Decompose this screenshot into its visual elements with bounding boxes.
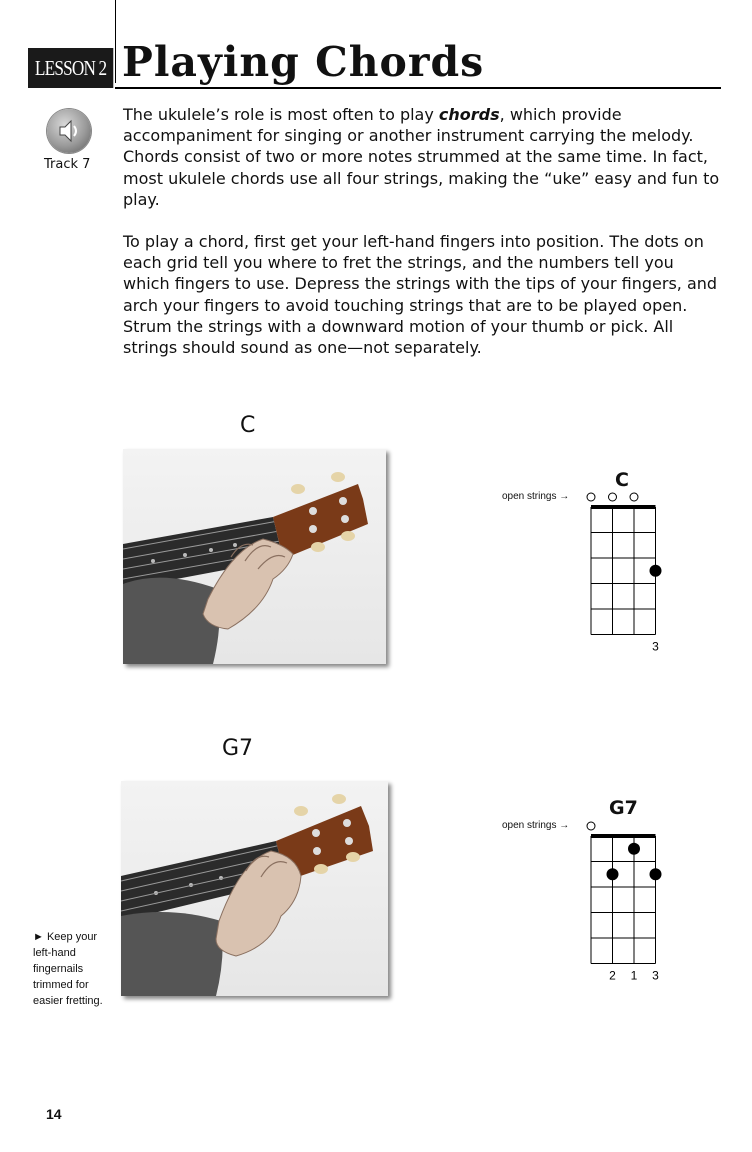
open-string-marker: [630, 493, 638, 501]
finger-number: 1: [630, 968, 638, 983]
chord-diagram-c: [580, 485, 670, 660]
finger-dot: [650, 868, 662, 880]
chord-nut: [591, 505, 656, 509]
photo-title-g7: G7: [222, 736, 254, 761]
finger-number: 3: [652, 639, 659, 654]
intro-paragraph: [123, 104, 723, 210]
finger-dot: [650, 565, 662, 577]
open-string-marker: [587, 822, 595, 830]
intro-text-end: , which provide accompaniment for singing or another instrument carrying the melody. Chords consist of two or more notes strummed at the same time. In fact, most ukulele chords use all four strings, making the “uke” easy and fun to play.: [123, 105, 720, 209]
speaker-icon[interactable]: [47, 109, 91, 153]
track-label: Track 7: [44, 157, 91, 172]
lesson-badge: LESSON 2: [28, 48, 113, 88]
open-strings-text-g7: open strings: [502, 820, 557, 831]
finger-number: 2: [609, 968, 616, 983]
open-string-marker: [587, 493, 595, 501]
chord-photo-g7: [121, 781, 388, 996]
header-rule: [115, 87, 721, 89]
finger-dot: [628, 843, 640, 855]
chord-name-c: C: [615, 469, 629, 491]
chords-emphasis: chords: [438, 105, 500, 124]
chord-diagram-g7: [580, 814, 670, 989]
finger-number: 3: [652, 968, 659, 983]
intro-text-start: The ukulele’s role is most often to play: [123, 105, 439, 124]
page-title: Playing Chords: [122, 38, 485, 86]
chord-photo-c: [123, 449, 386, 664]
instructions-paragraph: To play a chord, first get your left-hand fingers into position. The dots on each grid tell you where to fret the strings, and the numbers tell you which fingers to use. Depress the strings with the tips of your fingers, and arch your fingers to avoid touching strings that are to be played open. Strum the strings with a downward motion of your thumb or pick. All strings should sound as one—not separately.: [123, 232, 718, 358]
ukulele-photo-illustration-g7: [121, 781, 388, 996]
open-strings-text-c: open strings: [502, 491, 557, 502]
open-strings-label-g7: open strings →: [502, 820, 570, 831]
page-number: 14: [46, 1106, 62, 1122]
finger-dot: [607, 868, 619, 880]
chord-name-g7: G7: [609, 797, 638, 819]
tip-text: Keep your left-hand fingernails trimmed for easier fretting.: [33, 931, 103, 1007]
photo-title-c: C: [240, 413, 256, 438]
ukulele-photo-illustration: [123, 449, 386, 664]
tip-note: [33, 929, 115, 1009]
header-vertical-rule: [115, 0, 116, 83]
tip-arrow-icon: ►: [33, 931, 44, 943]
speaker-glyph: [47, 109, 91, 153]
open-strings-label-c: open strings →: [502, 491, 570, 502]
open-string-marker: [609, 493, 617, 501]
chord-nut: [591, 834, 656, 838]
